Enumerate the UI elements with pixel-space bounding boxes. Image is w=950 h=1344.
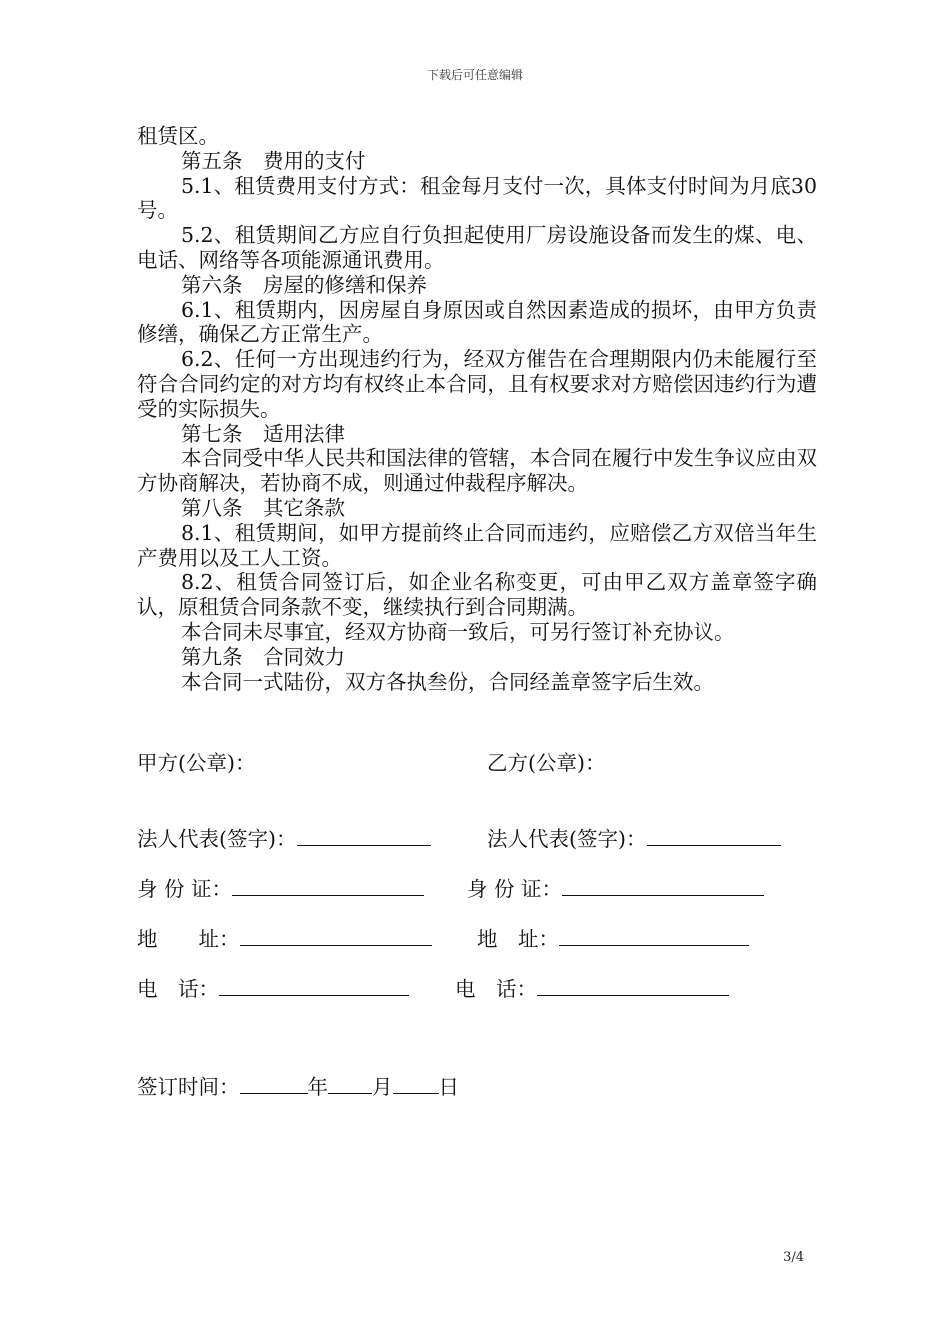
paragraph: 本合同一式陆份，双方各执叁份，合同经盖章签字后生效。 [181, 669, 714, 694]
party-b-id-blank[interactable] [562, 877, 764, 896]
paragraph: 5.1、租赁费用支付方式：租金每月支付一次，具体支付时间为月底30号。 [137, 173, 817, 223]
paragraph: 6.1、租赁期内，因房屋自身原因或自然因素造成的损坏，由甲方负责修缮，确保乙方正常生产。 [137, 297, 817, 347]
month-label: 月 [372, 1075, 393, 1099]
month-blank[interactable] [328, 1075, 372, 1094]
header-note: 下载后可任意编辑 [426, 68, 523, 82]
contract-body [137, 124, 817, 694]
party-b-phone-label: 电 话： [455, 977, 537, 1001]
party-a-legal-rep-label: 法人代表(签字)： [137, 827, 297, 851]
article-heading: 第九条 合同效力 [181, 644, 345, 669]
party-b-address-label: 地 址： [477, 927, 559, 951]
paragraph: 5.2、租赁期间乙方应自行负担起使用厂房设施设备而发生的煤、电、电话、网络等各项能源通讯费用。 [137, 223, 817, 272]
day-label: 日 [438, 1075, 459, 1099]
signing-date-row [137, 1070, 459, 1100]
signing-date-label: 签订时间： [137, 1075, 240, 1099]
year-blank[interactable] [240, 1075, 308, 1094]
party-a-phone-blank[interactable] [219, 977, 409, 996]
party-a-id-label: 身 份 证： [137, 877, 233, 901]
article-heading: 第六条 房屋的修缮和保养 [181, 272, 427, 297]
article-heading: 第七条 适用法律 [181, 421, 345, 446]
paragraph: 8.1、租赁期间，如甲方提前终止合同而违约，应赔偿乙方双倍当年生产费用以及工人工资。 [137, 520, 817, 570]
party-a-seal-label: 甲方(公章)： [137, 751, 256, 775]
paragraph: 租赁区。 [137, 124, 219, 148]
article-heading: 第五条 费用的支付 [181, 148, 366, 173]
page-number: 3/4 [783, 1250, 804, 1265]
paragraph: 6.2、任何一方出现违约行为，经双方催告在合理期限内仍未能履行至符合合同约定的对方均有权终止本合同，且有权要求对方赔偿因违约行为遭受的实际损失。 [137, 347, 817, 421]
article-heading: 第八条 其它条款 [181, 495, 345, 520]
party-b-id-label: 身 份 证： [467, 877, 563, 901]
party-b-legal-rep-blank[interactable] [647, 827, 781, 846]
paragraph: 本合同未尽事宜，经双方协商一致后，可另行签订补充协议。 [181, 619, 735, 644]
year-label: 年 [307, 1075, 328, 1099]
paragraph: 本合同受中华人民共和国法律的管辖，本合同在履行中发生争议应由双方协商解决，若协商不成，则通过仲裁程序解决。 [137, 446, 817, 496]
party-a-id-blank[interactable] [232, 877, 424, 896]
day-blank[interactable] [393, 1075, 439, 1094]
party-a-phone-label: 电 话： [137, 977, 219, 1001]
party-b-address-blank[interactable] [559, 927, 749, 946]
party-b-phone-blank[interactable] [537, 977, 729, 996]
party-a-address-blank[interactable] [240, 927, 432, 946]
paragraph: 8.2、租赁合同签订后，如企业名称变更，可由甲乙双方盖章签字确认，原租赁合同条款不变，继续执行到合同期满。 [137, 570, 817, 620]
party-a-address-label: 地 址： [137, 927, 240, 951]
party-b-seal-label: 乙方(公章)： [487, 751, 606, 775]
party-a-legal-rep-blank[interactable] [297, 827, 431, 846]
party-b-legal-rep-label: 法人代表(签字)： [487, 827, 647, 851]
